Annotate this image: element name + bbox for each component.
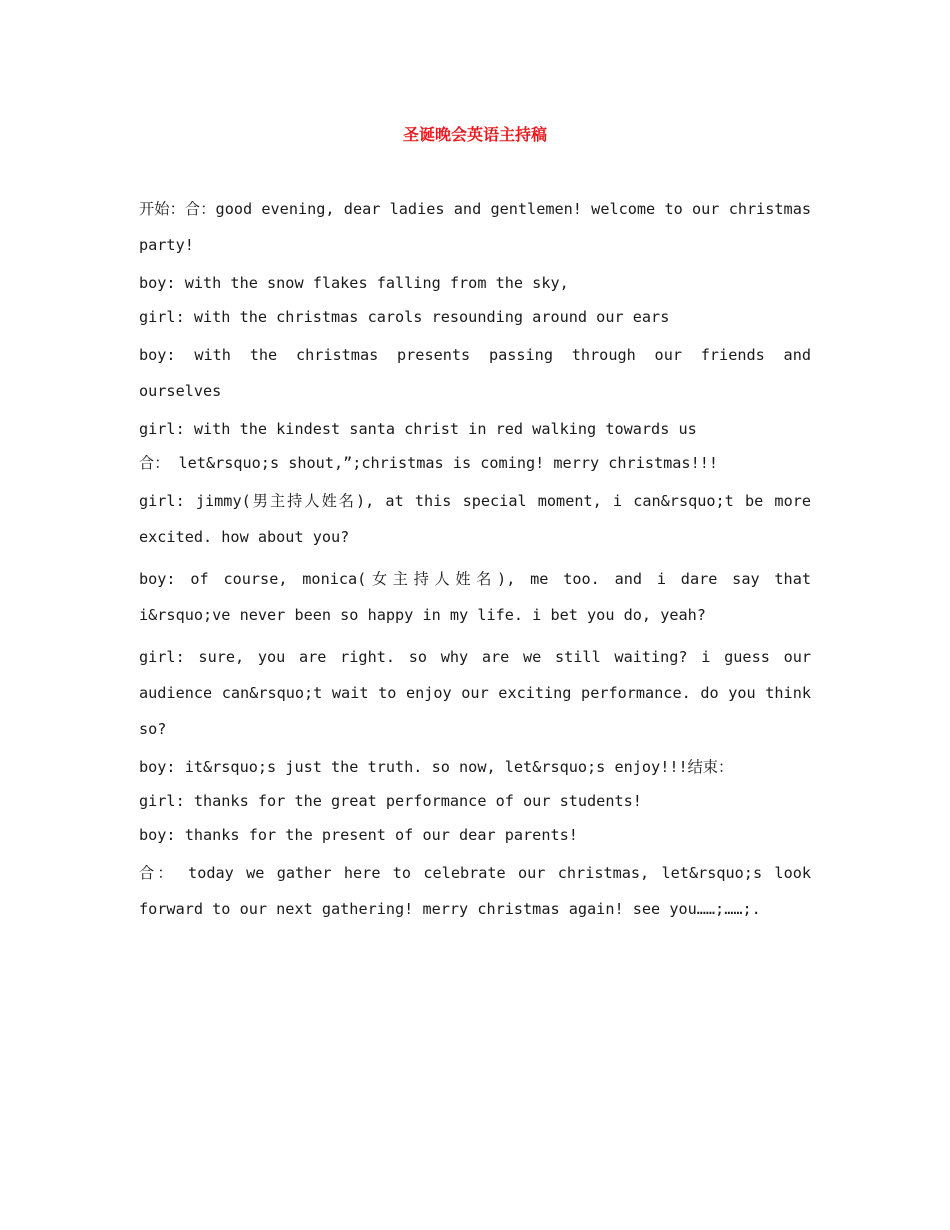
paragraph-boy-line: boy: it&rsquo;s just the truth. so now, let&rsquo;s enjoy!!!结束： [139, 758, 734, 776]
paragraph-girl-line: girl: with the christmas carols resounding around our ears [139, 308, 670, 326]
paragraph-boy-line: boy: thanks for the present of our dear parents! [139, 826, 578, 844]
paragraph-boy-line: boy: of course, monica(女主持人姓名), me too. and i dare say that i&rsquo;ve never been so happy in my life. i bet you do, yeah? [139, 570, 811, 624]
paragraph-closing: 合： today we gather here to celebrate our christmas, let&rsquo;s look forward to our next gathering! merry christmas again! see you……;……;. [139, 864, 811, 918]
document-title: 圣诞晚会英语主持稿 [402, 125, 547, 144]
paragraph-girl-line: girl: jimmy(男主持人姓名), at this special moment, i can&rsquo;t be more excited. how about you? [139, 492, 811, 546]
paragraph-girl-line: girl: with the kindest santa christ in red walking towards us [139, 420, 697, 438]
paragraph-opening: 开始：合：good evening, dear ladies and gentlemen! welcome to our christmas party! [139, 200, 811, 254]
document-body [139, 191, 811, 933]
paragraph-boy-line: boy: with the snow flakes falling from the sky, [139, 274, 569, 292]
paragraph-boy-line: boy: with the christmas presents passing through our friends and ourselves [139, 346, 811, 400]
paragraph-girl-line: girl: sure, you are right. so why are we still waiting? i guess our audience can&rsquo;t wait to enjoy our exciting performance. do you think so? [139, 648, 811, 738]
paragraph-together-line: 合： let&rsquo;s shout,”;christmas is coming! merry christmas!!! [139, 454, 718, 472]
paragraph-girl-line: girl: thanks for the great performance of our students! [139, 792, 642, 810]
